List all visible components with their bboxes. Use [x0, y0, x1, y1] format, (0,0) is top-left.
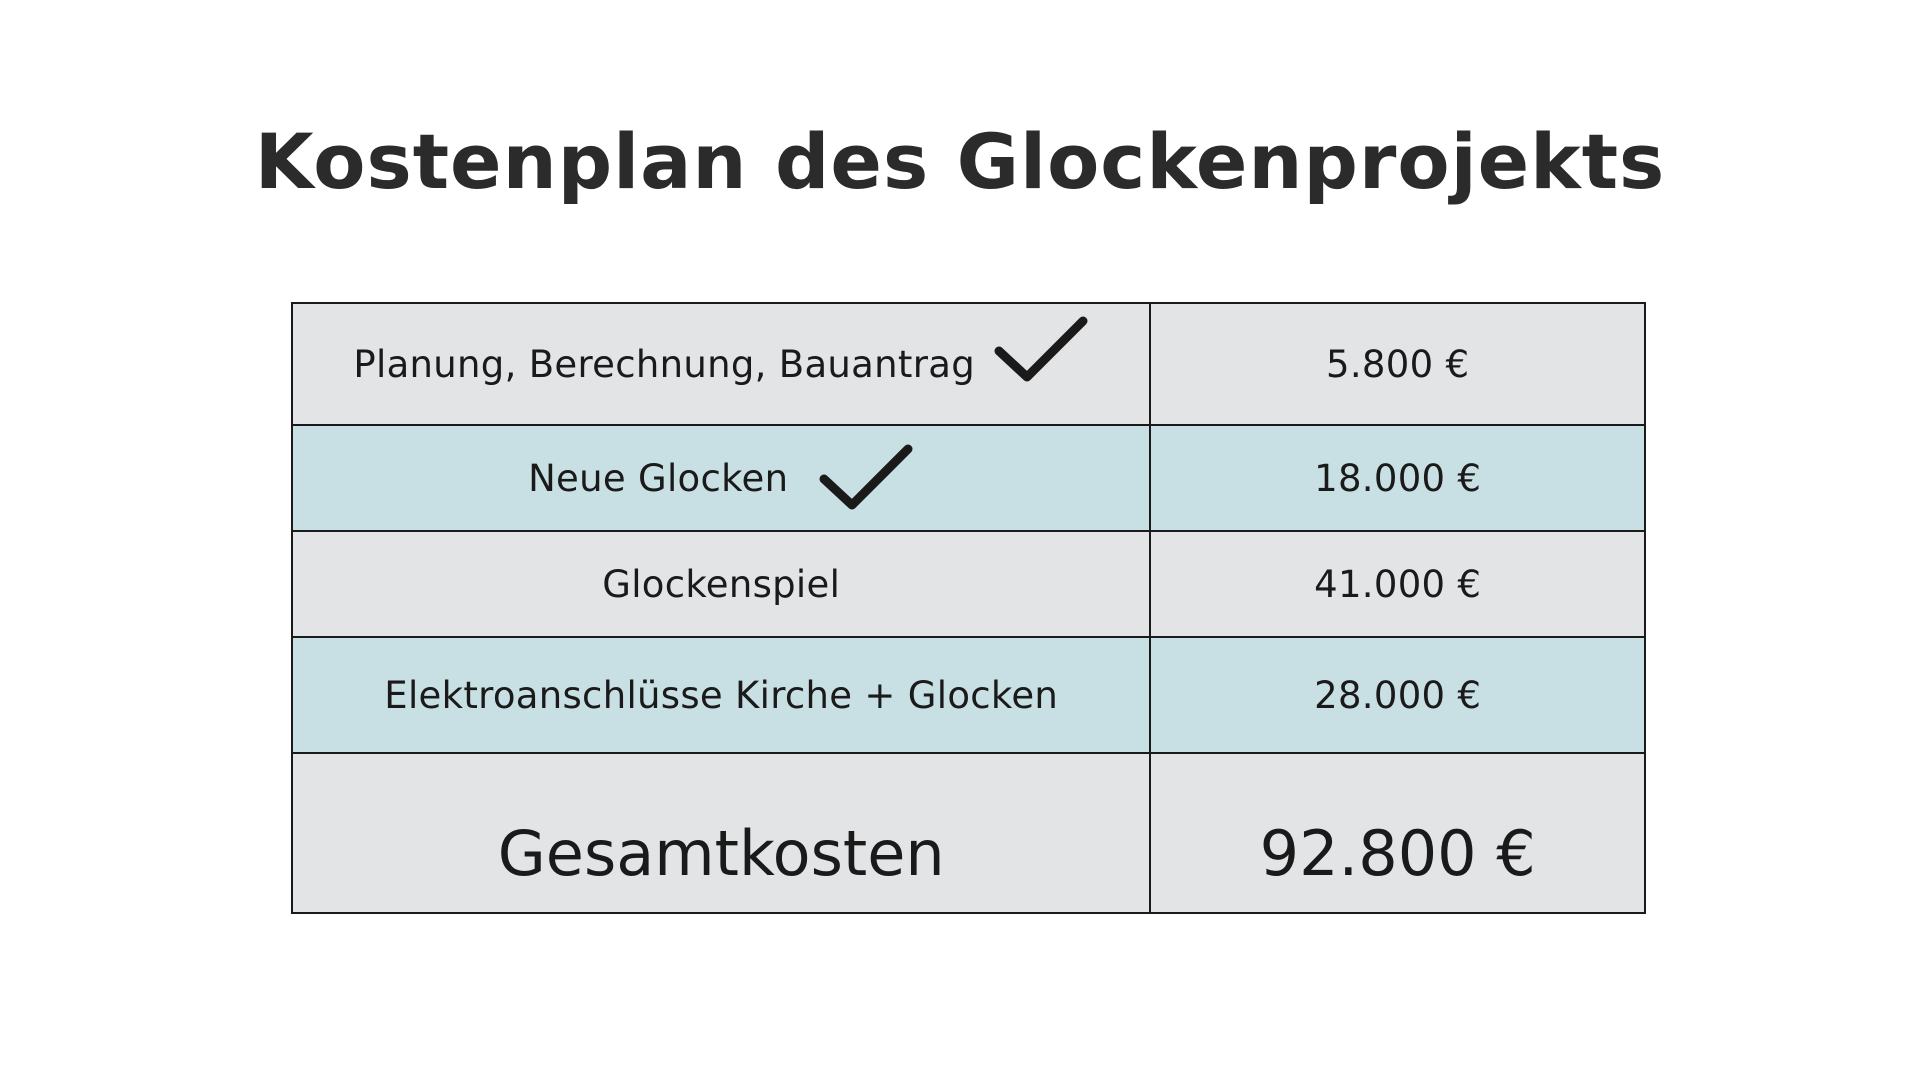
table-row [292, 531, 1645, 637]
cost-item-cell [292, 303, 1150, 425]
cost-value-cell [1150, 637, 1645, 753]
cost-item-label: Planung, Berechnung, Bauantrag [353, 342, 975, 386]
cost-item-label: Neue Glocken [528, 456, 789, 500]
cost-item-label: Elektroanschlüsse Kirche + Glocken [384, 673, 1059, 717]
checkmark-icon [993, 315, 1089, 385]
cost-value: 41.000 € [1314, 562, 1482, 606]
total-label-cell [292, 753, 1150, 913]
cost-table [291, 302, 1646, 914]
cost-item-cell [292, 425, 1150, 531]
table-row [292, 637, 1645, 753]
page-title: Kostenplan des Glockenprojekts [254, 117, 1666, 206]
cost-value-cell [1150, 303, 1645, 425]
cost-item-label: Glockenspiel [602, 562, 841, 606]
table-row [292, 425, 1645, 531]
cost-value: 28.000 € [1314, 673, 1482, 717]
total-value-cell [1150, 753, 1645, 913]
total-value: 92.800 € [1259, 816, 1536, 890]
checkmark-icon [818, 443, 914, 513]
cost-value-cell [1150, 425, 1645, 531]
cost-value: 5.800 € [1326, 342, 1470, 386]
total-row [292, 753, 1645, 913]
table-row [292, 303, 1645, 425]
total-label: Gesamtkosten [497, 816, 945, 890]
cost-item-cell [292, 637, 1150, 753]
cost-item-cell [292, 531, 1150, 637]
cost-value: 18.000 € [1314, 456, 1482, 500]
cost-value-cell [1150, 531, 1645, 637]
